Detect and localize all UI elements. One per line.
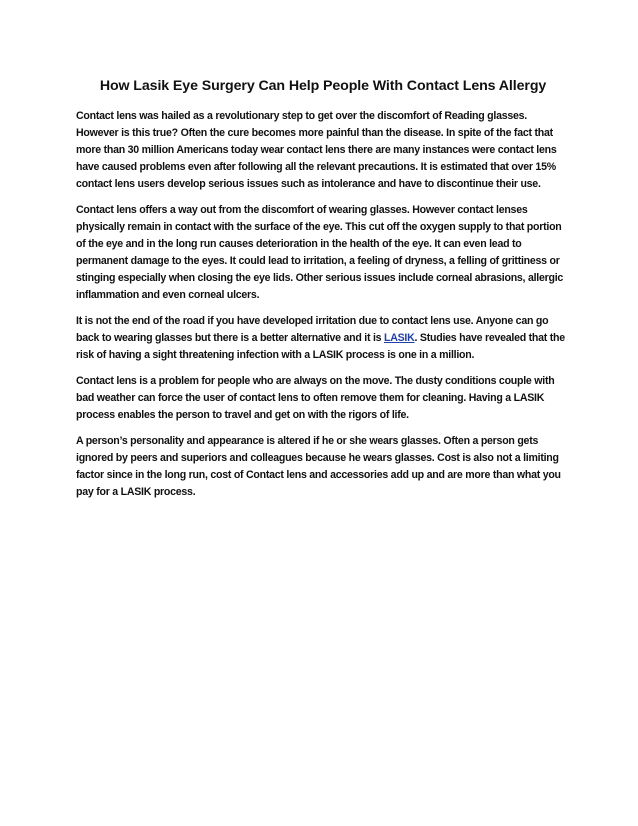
paragraph-text-before-link: It is not the end of the road if you have developed irritation due to contact lens use. Anyone can go back to wearing glasses but there is a better alternative and it is <box>76 315 549 344</box>
document-title: How Lasik Eye Surgery Can Help People With Contact Lens Allergy <box>99 78 547 94</box>
paragraph-contact-lens-intro: Contact lens was hailed as a revolutionary step to get over the discomfort of Reading glasses. However is this true? Often the cure becomes more painful than the disease. In spite of the fact that more than 30 million Americans today wear contact lens there are many instances were contact lens have caused problems even after following all the relevant precautions. It is estimated that over 15% contact lens users develop serious issues such as intolerance and have to discontinue their use. <box>76 110 557 190</box>
lasik-link[interactable]: LASIK <box>383 332 415 344</box>
document-body <box>76 74 570 510</box>
paragraph-text-after-link: . Studies have revealed that the risk of having a sight threatening infection with a LASIK process is one in a million. <box>76 332 565 361</box>
paragraph-people-on-the-move: Contact lens is a problem for people who are always on the move. The dusty conditions couple with bad weather can force the user of contact lens to often remove them for cleaning. Having a LASIK process enables the person to travel and get on with the rigors of life. <box>76 375 555 421</box>
paragraph-lasik-alternative <box>76 313 570 364</box>
paragraph-personality-and-cost: A person’s personality and appearance is altered if he or she wears glasses. Often a person gets ignored by peers and superiors and colleagues because he wears glasses. Cost is also not a limiting factor since in the long run, cost of Contact lens and accessories add up and are more than what you pay for a LASIK process. <box>76 435 561 498</box>
paragraph-contact-lens-risks: Contact lens offers a way out from the discomfort of wearing glasses. However contact lenses physically remain in contact with the surface of the eye. This cut off the oxygen supply to that portion of the eye and in the long run causes deterioration in the health of the eye. It can even lead to permanent damage to the eyes. It could lead to irritation, a feeling of dryness, a felling of grittiness or stinging especially when closing the eye lids. Other serious issues include corneal abrasions, allergic inflammation and even corneal ulcers. <box>76 204 564 301</box>
